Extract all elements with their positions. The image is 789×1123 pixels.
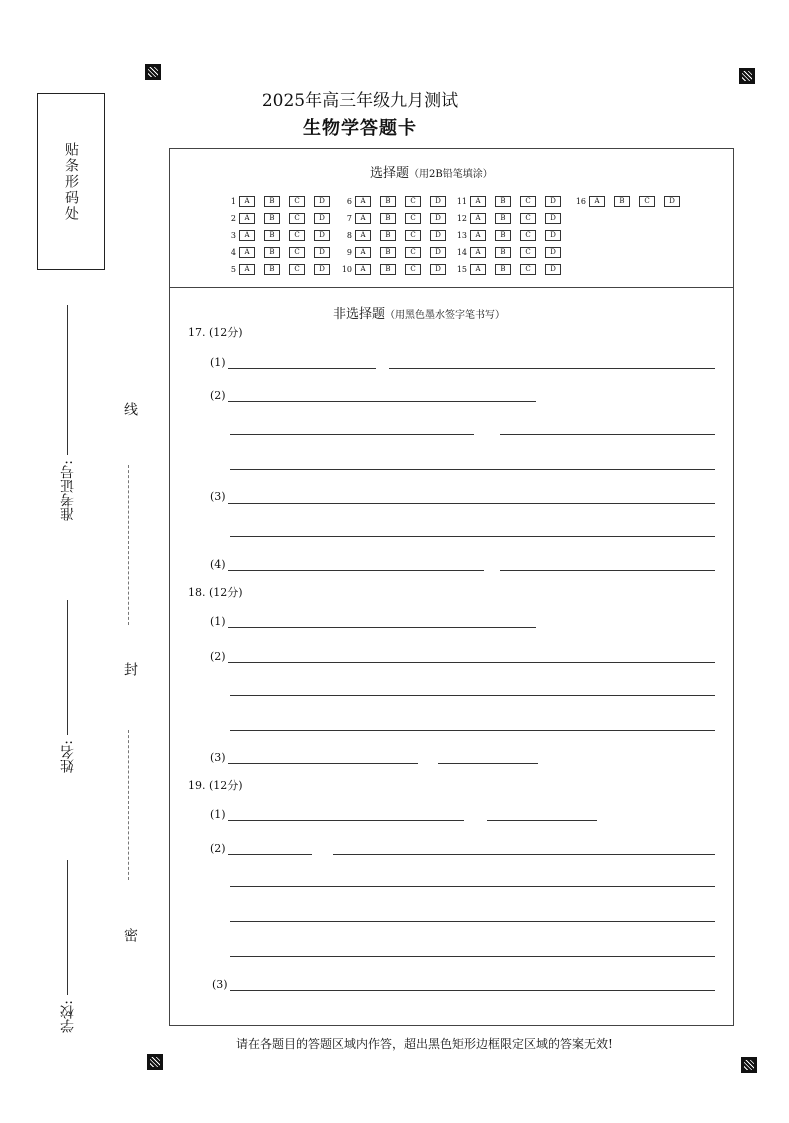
footer-notice: 请在各题目的答题区域内作答，超出黑色矩形边框限定区域的答案无效!	[236, 1037, 613, 1051]
choice-bubble-3-d[interactable]: D	[314, 230, 330, 241]
choice-bubble-2-d[interactable]: D	[314, 213, 330, 224]
choice-bubble-12-b[interactable]: B	[495, 213, 511, 224]
name-label: 姓名:	[60, 740, 76, 773]
choice-bubble-10-b[interactable]: B	[380, 264, 396, 275]
choice-bubble-8-d[interactable]: D	[430, 230, 446, 241]
answer-line[interactable]	[230, 886, 715, 887]
choice-bubble-6-d[interactable]: D	[430, 196, 446, 207]
choice-question-11	[453, 195, 570, 207]
choice-bubble-14-a[interactable]: A	[470, 247, 486, 258]
q18-part2-label: (2)	[210, 650, 226, 663]
school-label: 学校:	[60, 1000, 76, 1033]
choice-bubble-16-d[interactable]: D	[664, 196, 680, 207]
choice-question-4	[222, 246, 339, 258]
q18-part1-label: (1)	[210, 615, 226, 628]
choice-bubble-8-c[interactable]: C	[405, 230, 421, 241]
choice-bubble-3-c[interactable]: C	[289, 230, 305, 241]
answer-line[interactable]	[438, 763, 538, 764]
seal-line	[128, 730, 129, 880]
answer-line[interactable]	[230, 695, 715, 696]
q17-part1-label: (1)	[210, 356, 226, 369]
q19-part3-label: (3)	[212, 978, 228, 991]
seal-char-seal: 封	[122, 662, 138, 676]
q18-part3-label: (3)	[210, 751, 226, 764]
choice-question-12	[453, 212, 570, 224]
choice-bubble-11-b[interactable]: B	[495, 196, 511, 207]
answer-line[interactable]	[487, 820, 597, 821]
choice-bubble-9-a[interactable]: A	[355, 247, 371, 258]
answer-line[interactable]	[230, 921, 715, 922]
choice-bubble-7-c[interactable]: C	[405, 213, 421, 224]
nonchoice-section-title: 非选择题（用黑色墨水签字笔书写）	[333, 307, 506, 322]
answer-line[interactable]	[230, 434, 474, 435]
answer-line[interactable]	[228, 854, 312, 855]
choice-question-number: 16	[575, 196, 586, 206]
registration-mark	[145, 64, 161, 80]
choice-bubble-14-d[interactable]: D	[545, 247, 561, 258]
registration-mark	[739, 68, 755, 84]
choice-question-number: 13	[456, 230, 467, 240]
choice-bubble-1-b[interactable]: B	[264, 196, 280, 207]
choice-bubble-15-d[interactable]: D	[545, 264, 561, 275]
choice-question-number: 7	[346, 213, 352, 223]
choice-bubble-6-a[interactable]: A	[355, 196, 371, 207]
choice-bubble-8-a[interactable]: A	[355, 230, 371, 241]
choice-question-number: 15	[456, 264, 467, 274]
q17-part4-label: (4)	[210, 558, 226, 571]
choice-question-2	[222, 212, 339, 224]
choice-bubble-8-b[interactable]: B	[380, 230, 396, 241]
choice-bubble-9-b[interactable]: B	[380, 247, 396, 258]
choice-question-7	[338, 212, 455, 224]
choice-question-number: 9	[346, 247, 352, 257]
choice-bubble-4-d[interactable]: D	[314, 247, 330, 258]
choice-question-number: 4	[230, 247, 236, 257]
choice-question-number: 10	[341, 264, 352, 274]
exam-id-field[interactable]	[67, 305, 68, 455]
answer-line[interactable]	[230, 536, 715, 537]
question-18-header: 18. (12分)	[188, 586, 243, 599]
choice-bubble-13-b[interactable]: B	[495, 230, 511, 241]
registration-mark	[741, 1057, 757, 1073]
seal-char-close: 密	[122, 928, 138, 942]
choice-bubble-2-b[interactable]: B	[264, 213, 280, 224]
answer-line[interactable]	[228, 401, 536, 402]
answer-line[interactable]	[228, 368, 376, 369]
choice-bubble-4-a[interactable]: A	[239, 247, 255, 258]
choice-bubble-1-d[interactable]: D	[314, 196, 330, 207]
q19-part2-label: (2)	[210, 842, 226, 855]
answer-line[interactable]	[230, 956, 715, 957]
q17-part3-label: (3)	[210, 490, 226, 503]
choice-bubble-10-d[interactable]: D	[430, 264, 446, 275]
choice-question-number: 6	[346, 196, 352, 206]
choice-question-number: 8	[346, 230, 352, 240]
answer-frame	[169, 148, 734, 1026]
choice-bubble-4-b[interactable]: B	[264, 247, 280, 258]
choice-bubble-6-c[interactable]: C	[405, 196, 421, 207]
choice-bubble-15-b[interactable]: B	[495, 264, 511, 275]
choice-bubble-12-c[interactable]: C	[520, 213, 536, 224]
choice-question-number: 14	[456, 247, 467, 257]
choice-bubble-5-b[interactable]: B	[264, 264, 280, 275]
choice-question-number: 12	[456, 213, 467, 223]
exam-id-label: 准考证号:	[60, 460, 76, 521]
answer-line[interactable]	[500, 570, 715, 571]
seal-char-line: 线	[122, 402, 138, 416]
answer-line[interactable]	[228, 820, 464, 821]
choice-bubble-14-c[interactable]: C	[520, 247, 536, 258]
answer-line[interactable]	[228, 627, 536, 628]
choice-question-15	[453, 263, 570, 275]
answer-line[interactable]	[389, 368, 715, 369]
choice-bubble-11-a[interactable]: A	[470, 196, 486, 207]
choice-bubble-5-a[interactable]: A	[239, 264, 255, 275]
exam-title: 2025年高三年级九月测试	[261, 91, 459, 111]
choice-bubble-10-c[interactable]: C	[405, 264, 421, 275]
choice-bubble-11-d[interactable]: D	[545, 196, 561, 207]
answer-line[interactable]	[500, 434, 715, 435]
choice-bubble-12-a[interactable]: A	[470, 213, 486, 224]
choice-question-8	[338, 229, 455, 241]
choice-bubble-1-c[interactable]: C	[289, 196, 305, 207]
choice-bubble-7-d[interactable]: D	[430, 213, 446, 224]
choice-bubble-10-a[interactable]: A	[355, 264, 371, 275]
choice-bubble-13-c[interactable]: C	[520, 230, 536, 241]
choice-question-13	[453, 229, 570, 241]
answer-line[interactable]	[230, 730, 715, 731]
choice-bubble-9-d[interactable]: D	[430, 247, 446, 258]
choice-question-14	[453, 246, 570, 258]
choice-question-3	[222, 229, 339, 241]
choice-section-title: 选择题（用2B铅笔填涂）	[370, 166, 493, 181]
choice-bubble-16-c[interactable]: C	[639, 196, 655, 207]
choice-bubble-2-c[interactable]: C	[289, 213, 305, 224]
choice-bubble-12-d[interactable]: D	[545, 213, 561, 224]
choice-bubble-2-a[interactable]: A	[239, 213, 255, 224]
choice-question-5	[222, 263, 339, 275]
choice-bubble-7-a[interactable]: A	[355, 213, 371, 224]
choice-question-9	[338, 246, 455, 258]
choice-question-number: 1	[230, 196, 236, 206]
choice-bubble-15-c[interactable]: C	[520, 264, 536, 275]
choice-bubble-16-a[interactable]: A	[589, 196, 605, 207]
question-17-header: 17. (12分)	[188, 326, 243, 339]
choice-bubble-5-d[interactable]: D	[314, 264, 330, 275]
answer-line[interactable]	[228, 503, 715, 504]
choice-bubble-3-a[interactable]: A	[239, 230, 255, 241]
answer-line[interactable]	[228, 662, 715, 663]
choice-bubble-4-c[interactable]: C	[289, 247, 305, 258]
barcode-area	[37, 93, 105, 270]
choice-bubble-9-c[interactable]: C	[405, 247, 421, 258]
registration-mark	[147, 1054, 163, 1070]
choice-bubble-5-c[interactable]: C	[289, 264, 305, 275]
choice-bubble-3-b[interactable]: B	[264, 230, 280, 241]
choice-question-number: 2	[230, 213, 236, 223]
section-divider	[169, 287, 734, 288]
answer-line[interactable]	[228, 570, 484, 571]
question-19-header: 19. (12分)	[188, 779, 243, 792]
answer-line[interactable]	[333, 854, 715, 855]
choice-bubble-16-b[interactable]: B	[614, 196, 630, 207]
answer-line[interactable]	[230, 469, 715, 470]
name-field[interactable]	[67, 600, 68, 735]
choice-bubble-11-c[interactable]: C	[520, 196, 536, 207]
choice-bubble-7-b[interactable]: B	[380, 213, 396, 224]
seal-line	[128, 465, 129, 625]
choice-question-number: 3	[230, 230, 236, 240]
choice-bubble-6-b[interactable]: B	[380, 196, 396, 207]
answer-line[interactable]	[230, 990, 715, 991]
choice-bubble-13-d[interactable]: D	[545, 230, 561, 241]
answer-line[interactable]	[228, 763, 418, 764]
choice-bubble-15-a[interactable]: A	[470, 264, 486, 275]
choice-question-number: 11	[456, 196, 467, 206]
choice-question-10	[338, 263, 455, 275]
choice-question-6	[338, 195, 455, 207]
choice-bubble-13-a[interactable]: A	[470, 230, 486, 241]
subject-title: 生物学答题卡	[303, 118, 417, 139]
q17-part2-label: (2)	[210, 389, 226, 402]
choice-question-1	[222, 195, 339, 207]
choice-bubble-1-a[interactable]: A	[239, 196, 255, 207]
barcode-label: 贴条形码处	[63, 141, 79, 222]
school-field[interactable]	[67, 860, 68, 995]
q19-part1-label: (1)	[210, 808, 226, 821]
choice-question-16	[572, 195, 689, 207]
choice-question-number: 5	[230, 264, 236, 274]
choice-bubble-14-b[interactable]: B	[495, 247, 511, 258]
